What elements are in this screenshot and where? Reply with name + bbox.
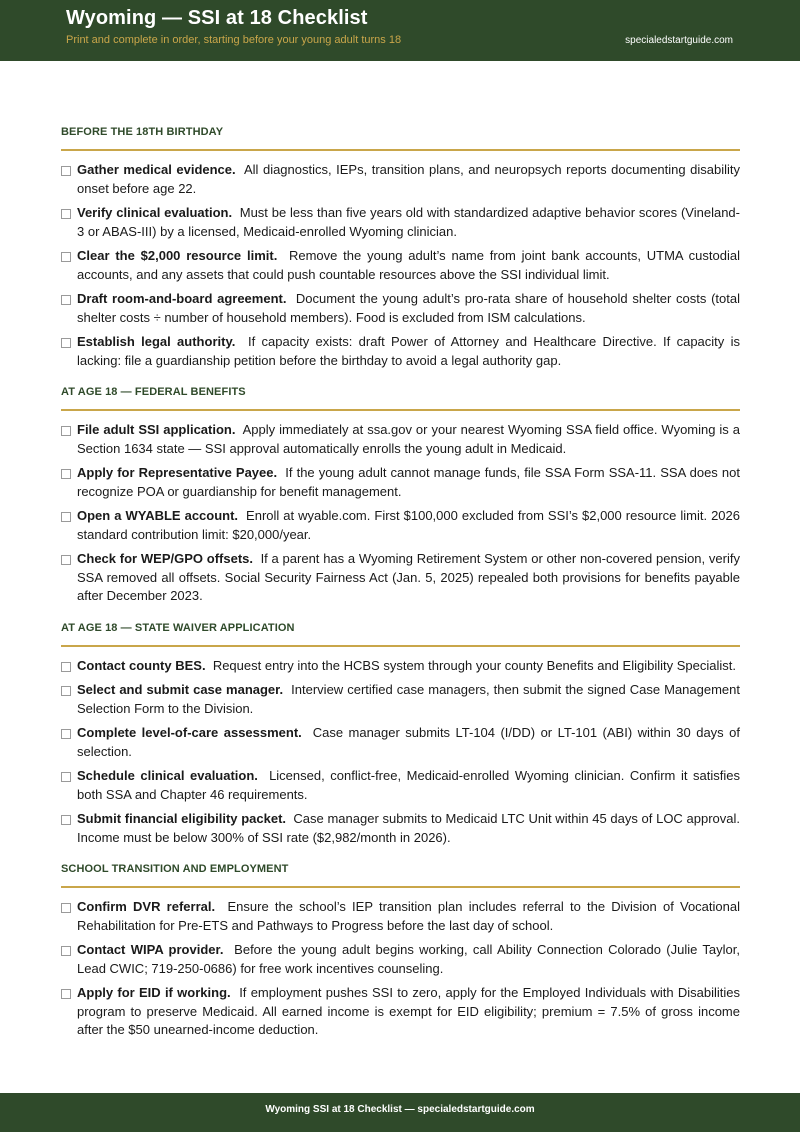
item-text <box>77 507 740 544</box>
item-description: Remove the young adult’s name from joint bank accounts, UTMA custodial accounts, and any assets that could push countable resources above the SSI individual limit. <box>77 248 740 282</box>
item-lead: Complete level-of-care assessment. <box>77 725 302 740</box>
item-lead: Schedule clinical evaluation. <box>77 768 258 783</box>
item-description: Enroll at wyable.com. First $100,000 excluded from SSI’s $2,000 resource limit. 2026 standard contribution limit: $20,000/year. <box>77 508 740 542</box>
checklist-section <box>61 386 740 606</box>
item-lead: Select and submit case manager. <box>77 682 284 697</box>
item-lead: Contact WIPA provider. <box>77 942 224 957</box>
checklist-item <box>61 464 740 501</box>
checklist-content <box>61 126 740 1056</box>
checklist-item <box>61 767 740 804</box>
footer-text: Wyoming SSI at 18 Checklist — specialedstartguide.com <box>265 1104 535 1115</box>
checkbox[interactable] <box>61 338 71 348</box>
checkbox[interactable] <box>61 469 71 479</box>
checklist-item <box>61 984 740 1040</box>
page-title: Wyoming — SSI at 18 Checklist <box>66 7 368 29</box>
checklist-item <box>61 290 740 327</box>
checklist-section <box>61 863 740 1040</box>
item-lead: Establish legal authority. <box>77 334 236 349</box>
item-description: If employment pushes SSI to zero, apply for the Employed Individuals with Disabilities program to preserve Medicaid. All earned income is exempt for EID eligibility; premium = 7.5% of gross income after the $50 unearned-income deduction. <box>77 985 740 1037</box>
section-title: AT AGE 18 — STATE WAIVER APPLICATION <box>61 622 740 647</box>
item-description: Request entry into the HCBS system through your county Benefits and Eligibility Specialist. <box>212 657 736 673</box>
checklist-item <box>61 333 740 370</box>
item-lead: Contact county BES. <box>77 657 206 673</box>
item-description: Apply immediately at ssa.gov or your nearest Wyoming SSA field office. Wyoming is a Section 1634 state — SSI approval automatically enrolls the young adult in Medicaid. <box>77 422 740 456</box>
checklist-item <box>61 941 740 978</box>
section-title: SCHOOL TRANSITION AND EMPLOYMENT <box>61 863 740 888</box>
checklist-item <box>61 657 740 676</box>
item-description: Case manager submits LT-104 (I/DD) or LT-101 (ABI) within 30 days of selection. <box>77 725 740 759</box>
checkbox[interactable] <box>61 166 71 176</box>
item-lead: Confirm DVR referral. <box>77 899 216 914</box>
item-lead: Clear the $2,000 resource limit. <box>77 248 278 263</box>
item-text <box>77 464 740 501</box>
checklist-item <box>61 898 740 935</box>
item-lead: Verify clinical evaluation. <box>77 205 233 220</box>
item-description: Interview certified case managers, then submit the signed Case Management Selection Form to the Division. <box>77 682 740 716</box>
item-text <box>77 204 740 241</box>
checklist-item <box>61 550 740 606</box>
checkbox[interactable] <box>61 686 71 696</box>
item-description: Ensure the school’s IEP transition plan includes referral to the Division of Vocational Rehabilitation for Pre-ETS and Pathways to Progress before the last day of school. <box>77 899 740 933</box>
item-description: If capacity exists: draft Power of Attorney and Healthcare Directive. If capacity is lacking: file a guardianship petition before the birthday to avoid a legal authority gap. <box>77 334 740 368</box>
item-text <box>77 421 740 458</box>
checkbox[interactable] <box>61 772 71 782</box>
item-lead: Submit financial eligibility packet. <box>77 811 287 826</box>
checkbox[interactable] <box>61 989 71 999</box>
checkbox[interactable] <box>61 295 71 305</box>
item-description: Licensed, conflict-free, Medicaid-enrolled Wyoming clinician. Confirm it satisfies both SSA and Chapter 46 requirements. <box>77 768 740 802</box>
checklist-section <box>61 622 740 848</box>
item-description: Case manager submits to Medicaid LTC Unit within 45 days of LOC approval. Income must be below 300% of SSI rate ($2,982/month in 2026). <box>77 811 740 845</box>
checkbox[interactable] <box>61 903 71 913</box>
checklist-item <box>61 161 740 198</box>
checklist-item <box>61 204 740 241</box>
item-text <box>77 810 740 847</box>
checkbox[interactable] <box>61 426 71 436</box>
item-description: Before the young adult begins working, call Ability Connection Colorado (Julie Taylor, Lead CWIC; 719-250-0686) for free work incentives counseling. <box>77 942 741 976</box>
item-text <box>77 247 740 284</box>
checklist-item <box>61 421 740 458</box>
item-text <box>77 550 740 606</box>
page-header <box>0 0 800 61</box>
checkbox[interactable] <box>61 555 71 565</box>
item-text <box>77 290 740 327</box>
checklist-item <box>61 247 740 284</box>
item-text <box>77 724 740 761</box>
item-text <box>77 984 740 1040</box>
checklist-item <box>61 724 740 761</box>
checkbox[interactable] <box>61 662 71 672</box>
checkbox[interactable] <box>61 946 71 956</box>
checklist-item <box>61 507 740 544</box>
item-description: If the young adult cannot manage funds, file SSA Form SSA-11. SSA does not recognize POA or guardianship for benefit management. <box>77 465 740 499</box>
item-text <box>77 333 740 370</box>
item-text <box>77 941 740 978</box>
item-description: Must be less than five years old with standardized adaptive behavior scores (Vineland-3 or ABAS-III) by a licensed, Medicaid-enrolled Wyoming clinician. <box>77 205 740 239</box>
item-lead: File adult SSI application. <box>77 422 236 437</box>
site-url: specialedstartguide.com <box>625 35 733 46</box>
item-lead: Apply for Representative Payee. <box>77 465 278 480</box>
checklist-section <box>61 126 740 370</box>
item-text <box>77 767 740 804</box>
page-subtitle: Print and complete in order, starting before your young adult turns 18 <box>66 34 402 46</box>
item-description: All diagnostics, IEPs, transition plans, and neuropsych reports documenting disability onset before age 22. <box>77 162 740 196</box>
checkbox[interactable] <box>61 209 71 219</box>
checkbox[interactable] <box>61 815 71 825</box>
item-text <box>77 898 740 935</box>
item-lead: Apply for EID if working. <box>77 985 231 1000</box>
item-text <box>77 681 740 718</box>
item-description: If a parent has a Wyoming Retirement System or other non-covered pension, verify SSA removed all offsets. Social Security Fairness Act (Jan. 5, 2025) repealed both provisions for benefits payable after December 2023. <box>77 551 740 603</box>
checkbox[interactable] <box>61 729 71 739</box>
item-description: Document the young adult’s pro-rata share of household shelter costs (total shelter costs ÷ number of household members). Food is excluded from ISM calculations. <box>77 291 740 325</box>
item-lead: Check for WEP/GPO offsets. <box>77 551 254 566</box>
item-text <box>77 161 740 198</box>
checkbox[interactable] <box>61 512 71 522</box>
section-title: AT AGE 18 — FEDERAL BENEFITS <box>61 386 740 411</box>
checklist-item <box>61 810 740 847</box>
page-footer <box>0 1093 800 1132</box>
item-lead: Open a WYABLE account. <box>77 508 239 523</box>
item-lead: Gather medical evidence. <box>77 162 236 177</box>
item-lead: Draft room-and-board agreement. <box>77 291 287 306</box>
checkbox[interactable] <box>61 252 71 262</box>
checklist-item <box>61 681 740 718</box>
item-text <box>77 657 740 676</box>
section-title: BEFORE THE 18TH BIRTHDAY <box>61 126 740 151</box>
